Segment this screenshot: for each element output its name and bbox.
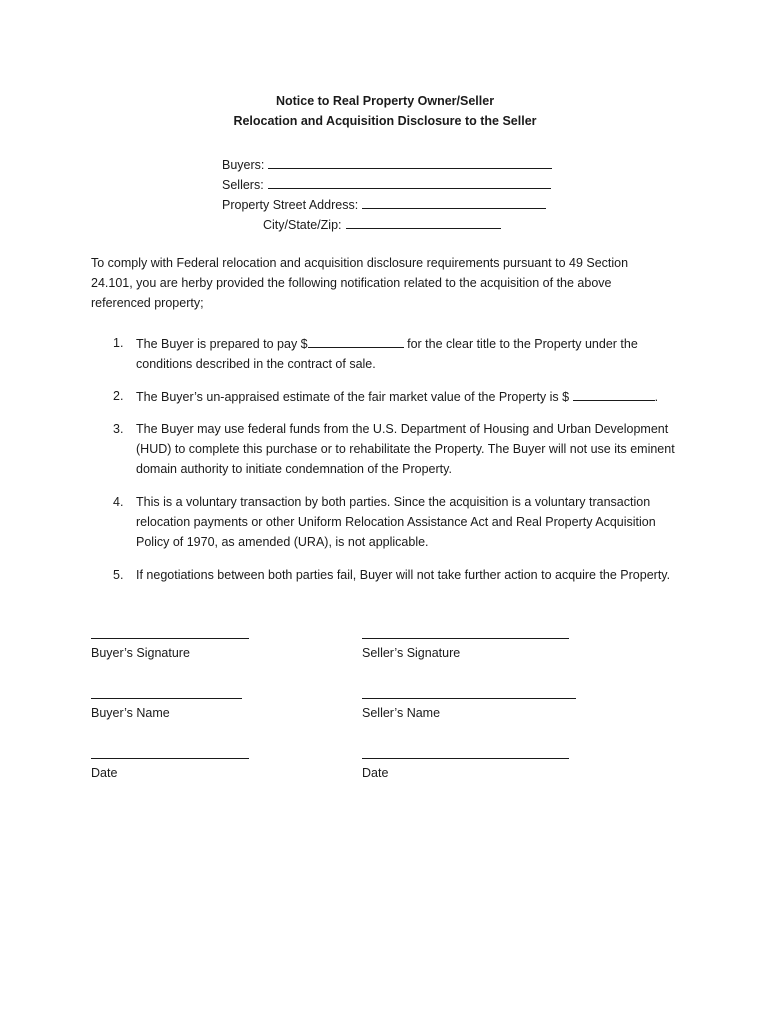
list-item-number: 1. [113, 336, 124, 350]
street-blank[interactable] [362, 195, 546, 209]
list-item-text [136, 386, 686, 407]
list-item-number: 5. [113, 568, 124, 582]
seller-date-line[interactable] [362, 758, 569, 759]
buyers-field-row [222, 155, 552, 173]
list-item-number: 4. [113, 495, 124, 509]
list-item-text: This is a voluntary transaction by both parties. Since the acquisition is a voluntary transaction relocation payments or other Uniform Relocation Assistance Act and Real Property Acquisition Policy of 1970, as amended (URA), is not applicable. [136, 495, 656, 549]
buyer-name-label: Buyer’s Name [91, 706, 170, 720]
list-item-text: If negotiations between both parties fail, Buyer will not take further action to acquire the Property. [136, 568, 671, 582]
city-blank[interactable] [346, 215, 501, 229]
intro-paragraph: To comply with Federal relocation and acquisition disclosure requirements pursuant to 49 Section 24.101, you are herby provided the following notification related to the acquisition of the above referenced property; [91, 256, 629, 310]
street-field-row [222, 195, 546, 213]
document-subtitle: Relocation and Acquisition Disclosure to the Seller [233, 114, 537, 128]
list-item-number: 2. [113, 389, 124, 403]
sellers-label: Sellers: [222, 178, 264, 192]
list-item-text: The Buyer may use federal funds from the U.S. Department of Housing and Urban Development (HUD) to complete this purchase or to rehabilitate the Property. The Buyer will not use its eminent domain authority to initiate condemnation of the Property. [136, 422, 675, 476]
list-item-text [136, 333, 686, 374]
buyer-name-line[interactable] [91, 698, 242, 699]
seller-name-line[interactable] [362, 698, 576, 699]
list-item-number: 3. [113, 422, 124, 436]
estimate-blank[interactable] [573, 386, 655, 401]
item-text-part: for the clear title to the Property under the conditions described in the contract of sale. [136, 337, 638, 371]
price-blank[interactable] [308, 333, 404, 348]
sellers-field-row [222, 175, 551, 193]
item-text-part: The Buyer is prepared to pay $ [136, 337, 308, 351]
city-field-row [263, 215, 501, 233]
buyer-date-line[interactable] [91, 758, 249, 759]
sellers-blank[interactable] [268, 175, 551, 189]
seller-name-label: Seller’s Name [362, 706, 441, 720]
buyer-signature-line[interactable] [91, 638, 249, 639]
buyer-date-label: Date [91, 766, 118, 780]
street-label: Property Street Address: [222, 198, 359, 212]
buyer-signature-label: Buyer’s Signature [91, 646, 190, 660]
seller-signature-line[interactable] [362, 638, 569, 639]
seller-date-label: Date [362, 766, 389, 780]
seller-signature-label: Seller’s Signature [362, 646, 461, 660]
buyers-blank[interactable] [268, 155, 552, 169]
city-label: City/State/Zip: [263, 218, 342, 232]
document-title: Notice to Real Property Owner/Seller [275, 94, 495, 108]
item-text-part: . [654, 390, 659, 404]
item-text-part: The Buyer’s un-appraised estimate of the fair market value of the Property is $ [136, 390, 573, 404]
buyers-label: Buyers: [222, 158, 265, 172]
